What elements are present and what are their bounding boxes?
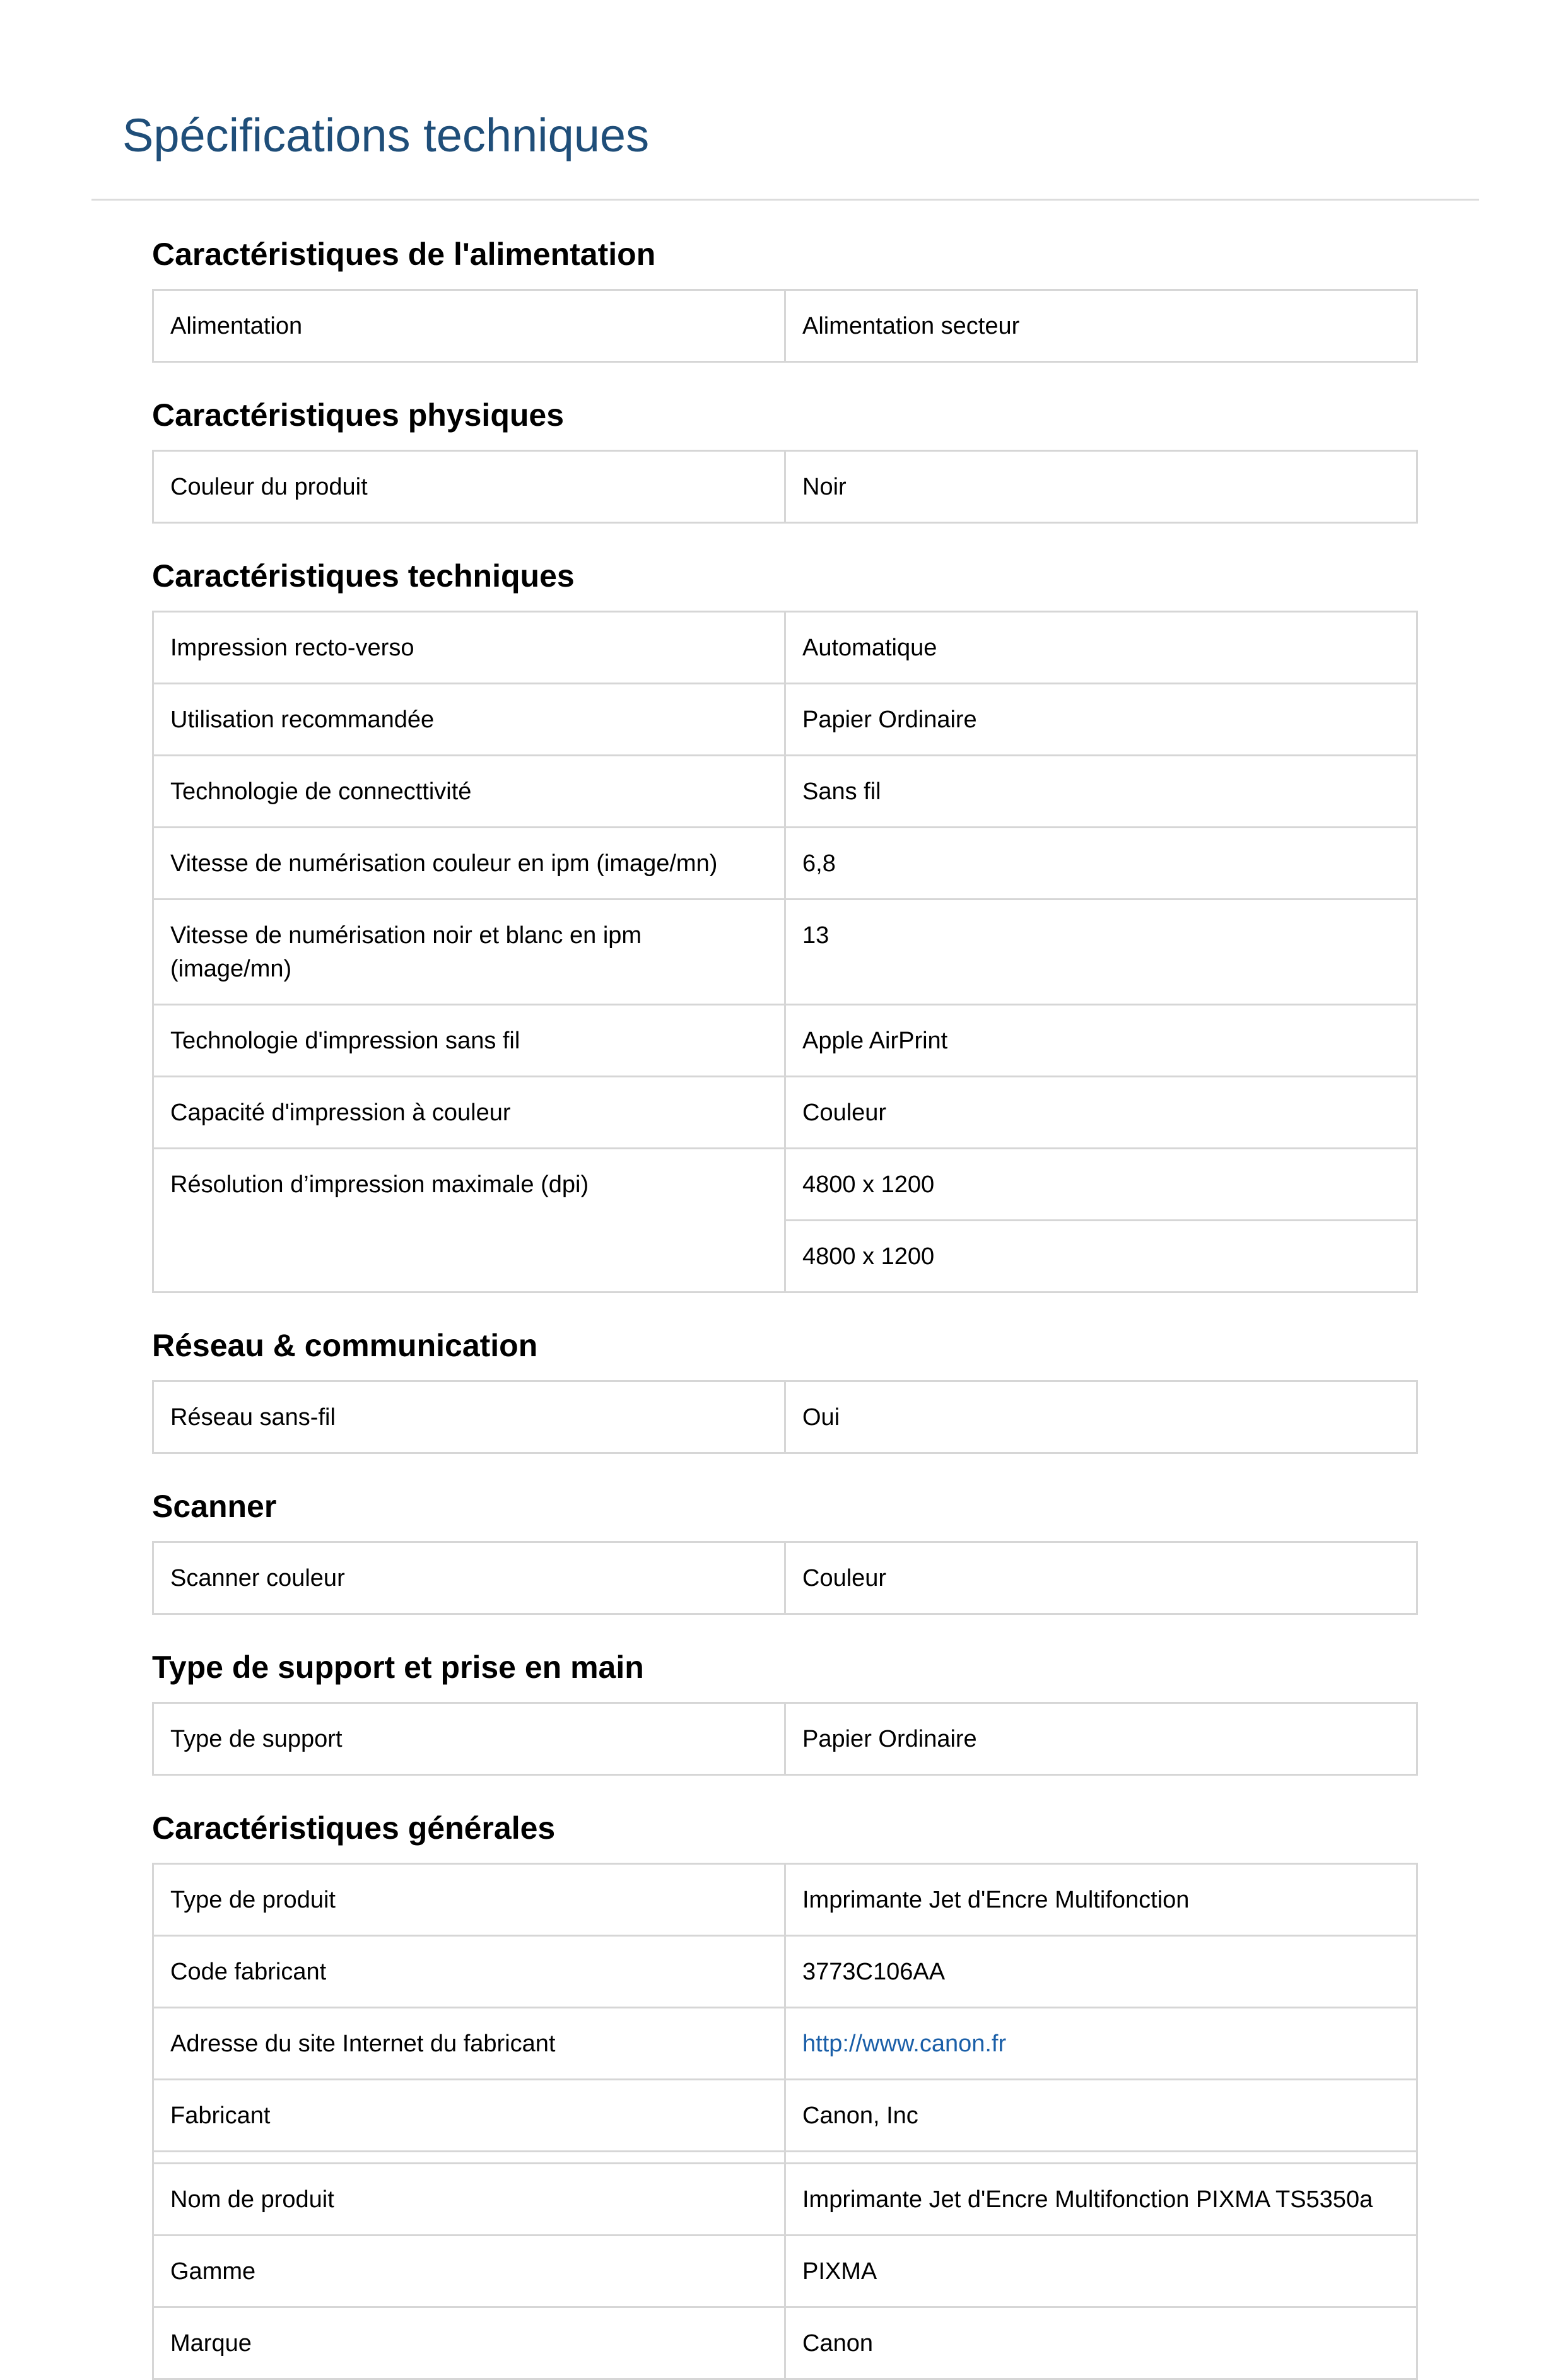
spec-row (153, 756, 1417, 828)
page-title: Spécifications techniques (122, 109, 650, 161)
section-technical (152, 554, 1417, 1293)
spec-label: Capacité d'impression à couleur (153, 1077, 785, 1149)
spec-value: Oui (785, 1381, 1417, 1453)
section-heading: Caractéristiques physiques (152, 397, 565, 433)
spec-value: 3773C106AA (785, 1936, 1417, 2008)
spec-label: Adresse du site Internet du fabricant (153, 2008, 785, 2080)
spec-table (152, 1702, 1418, 1776)
spec-value: Sans fil (785, 756, 1417, 828)
manufacturer-website-link[interactable]: http://www.canon.fr (802, 2031, 1007, 2057)
spec-value: Couleur (785, 1542, 1417, 1614)
section-physical (152, 393, 1417, 524)
spec-table (152, 1863, 1418, 2380)
spec-value: Apple AirPrint (785, 1005, 1417, 1077)
section-heading: Réseau & communication (152, 1328, 538, 1363)
spec-table (152, 450, 1418, 524)
table-gap (153, 2152, 1417, 2164)
spec-table (152, 611, 1418, 1293)
spec-row (153, 2164, 1417, 2236)
section-heading: Caractéristiques générales (152, 1810, 556, 1846)
spec-row (153, 2080, 1417, 2152)
spec-row (153, 1381, 1417, 1453)
section-heading: Caractéristiques techniques (152, 558, 575, 594)
spec-label: Impression recto-verso (153, 612, 785, 684)
spec-label: Marque (153, 2307, 785, 2379)
spec-row (153, 828, 1417, 900)
spec-row (153, 451, 1417, 523)
section-scanner (152, 1484, 1417, 1615)
spec-label: Réseau sans-fil (153, 1381, 785, 1453)
spec-label: Utilisation recommandée (153, 684, 785, 756)
section-power (152, 232, 1417, 363)
spec-label: Code fabricant (153, 1936, 785, 2008)
gap-cell (785, 2152, 1417, 2164)
spec-label: Vitesse de numérisation noir et blanc en ipm (image/mn) (153, 900, 785, 1005)
spec-value: Alimentation secteur (785, 290, 1417, 362)
spec-value: 4800 x 1200 (785, 1221, 1417, 1293)
spec-row (153, 1077, 1417, 1149)
spec-value: Imprimante Jet d'Encre Multifonction PIXMA TS5350a (785, 2164, 1417, 2236)
spec-row (153, 1936, 1417, 2008)
spec-value: 13 (785, 900, 1417, 1005)
spec-table (152, 289, 1418, 363)
section-heading: Type de support et prise en main (152, 1650, 644, 1685)
spec-label: Nom de produit (153, 2164, 785, 2236)
spec-row (153, 684, 1417, 756)
spec-value: Papier Ordinaire (785, 684, 1417, 756)
spec-row (153, 1542, 1417, 1614)
spec-value: Automatique (785, 612, 1417, 684)
spec-label: Type de support (153, 1703, 785, 1775)
spec-value: Imprimante Jet d'Encre Multifonction (785, 1864, 1417, 1936)
spec-table (152, 1380, 1418, 1454)
spec-row (153, 1005, 1417, 1077)
spec-label: Résolution d’impression maximale (dpi) (153, 1149, 785, 1293)
spec-table (152, 1541, 1418, 1615)
spec-value: 4800 x 1200 (785, 1149, 1417, 1221)
spec-value: Noir (785, 451, 1417, 523)
spec-row (153, 1703, 1417, 1775)
spec-label: Technologie d'impression sans fil (153, 1005, 785, 1077)
section-general (152, 1806, 1417, 2380)
section-network (152, 1323, 1417, 1454)
section-media (152, 1645, 1417, 1776)
spec-value: Couleur (785, 1077, 1417, 1149)
spec-label: Vitesse de numérisation couleur en ipm (image/mn) (153, 828, 785, 900)
spec-value: PIXMA (785, 2236, 1417, 2307)
gap-cell (153, 2152, 785, 2164)
spec-label: Technologie de connecttivité (153, 756, 785, 828)
spec-label: Fabricant (153, 2080, 785, 2152)
spec-value: Papier Ordinaire (785, 1703, 1417, 1775)
spec-row (153, 290, 1417, 362)
spec-row (153, 2236, 1417, 2307)
spec-label: Alimentation (153, 290, 785, 362)
spec-row (153, 1864, 1417, 1936)
spec-row (153, 900, 1417, 1005)
spec-value: 6,8 (785, 828, 1417, 900)
spec-row (153, 2008, 1417, 2080)
spec-label: Scanner couleur (153, 1542, 785, 1614)
spec-row (153, 2307, 1417, 2379)
spec-value (785, 2008, 1417, 2080)
spec-label: Type de produit (153, 1864, 785, 1936)
spec-label: Couleur du produit (153, 451, 785, 523)
section-heading: Scanner (152, 1489, 277, 1524)
spec-label: Gamme (153, 2236, 785, 2307)
spec-value: Canon, Inc (785, 2080, 1417, 2152)
spec-content (152, 232, 1417, 2380)
spec-row (153, 612, 1417, 684)
spec-row (153, 1149, 1417, 1221)
spec-value: Canon (785, 2307, 1417, 2379)
title-divider (91, 199, 1479, 201)
section-heading: Caractéristiques de l'alimentation (152, 237, 656, 272)
